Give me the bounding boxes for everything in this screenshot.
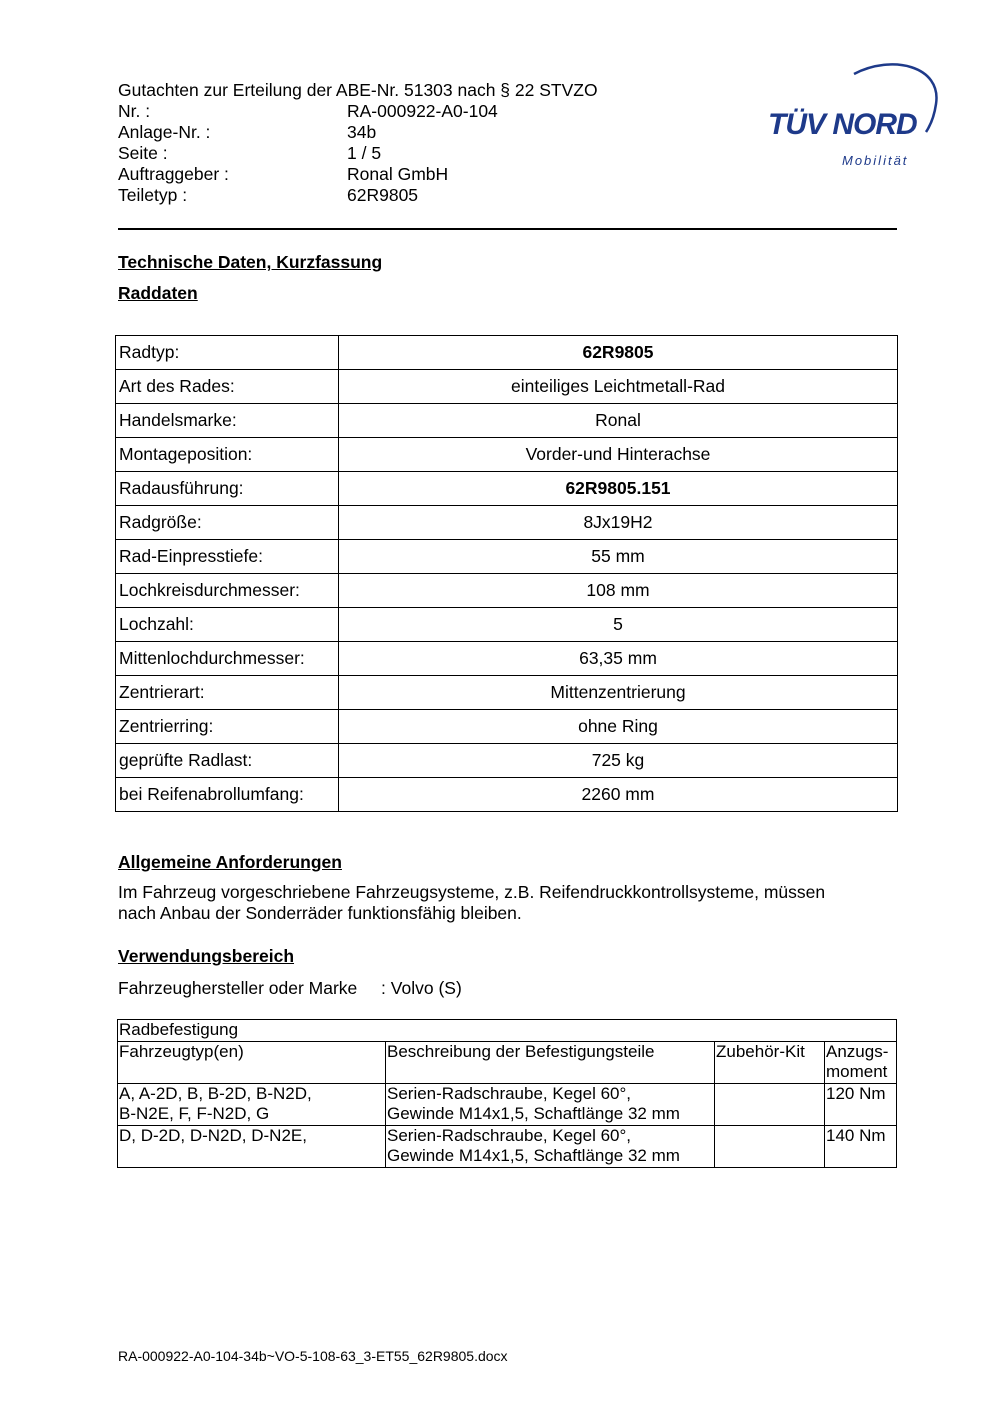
header-value: Ronal GmbH [347,164,449,184]
table-row [116,574,898,608]
row-label: Art des Rades: [116,370,339,404]
logo-text: TÜV NORD [768,108,917,141]
paragraph-line: nach Anbau der Sonderräder funktionsfähig bleiben. [118,903,522,923]
mounting-table [117,1019,897,1168]
cell-line: D, D-2D, D-N2D, D-N2E, [119,1125,307,1145]
header-label: Auftraggeber : [118,164,229,184]
table-header-row [118,1041,897,1083]
row-value: 725 kg [339,744,898,778]
document-title: Gutachten zur Erteilung der ABE-Nr. 51303 nach § 22 STVZO [118,80,598,100]
row-label: geprüfte Radlast: [116,744,339,778]
manufacturer-separator: : [381,978,386,998]
row-value: 108 mm [339,574,898,608]
description-cell [386,1083,715,1125]
row-value: Mittenzentrierung [339,676,898,710]
accessory-kit-cell [715,1083,825,1125]
header-row-seite [118,143,598,164]
header-row-anlage [118,122,598,143]
row-label: Montageposition: [116,438,339,472]
cell-line: Gewinde M14x1,5, Schaftlänge 32 mm [387,1104,680,1123]
paragraph-line: Im Fahrzeug vorgeschriebene Fahrzeugsysteme, z.B. Reifendruckkontrollsysteme, müssen [118,882,826,902]
table-row [116,744,898,778]
manufacturer-line [118,978,462,999]
table-row [116,608,898,642]
row-value: Ronal [339,404,898,438]
table-row [116,472,898,506]
header-row-nr [118,101,598,122]
header-accessory-kit: Zubehör-Kit [715,1041,825,1083]
header-label: Seite : [118,143,168,163]
header-row-teiletyp [118,185,598,206]
header-label: Nr. : [118,101,151,121]
row-label: Radtyp: [116,336,339,370]
row-value: 62R9805.151 [339,472,898,506]
header-value: 1 / 5 [347,143,382,163]
table-row [116,676,898,710]
manufacturer-label: Fahrzeughersteller oder Marke [118,978,358,998]
cell-line: A, A-2D, B, B-2D, B-N2D, [119,1083,312,1103]
row-value: 5 [339,608,898,642]
row-value: 63,35 mm [339,642,898,676]
row-value: 8Jx19H2 [339,506,898,540]
document-header [118,80,598,206]
torque-cell: 140 Nm [825,1125,897,1167]
vehicle-types-cell [118,1083,386,1125]
header-torque-line: Anzugs- [826,1041,889,1061]
row-label: Rad-Einpresstiefe: [116,540,339,574]
table-row [118,1125,897,1167]
requirements-paragraph [118,882,898,924]
header-value: RA-000922-A0-104 [347,101,498,121]
wheel-data-table [115,335,898,812]
accessory-kit-cell [715,1125,825,1167]
table-row [116,438,898,472]
header-torque-line: moment [826,1062,888,1081]
row-value: 62R9805 [339,336,898,370]
cell-line: Serien-Radschraube, Kegel 60°, [387,1125,632,1145]
row-label: Mittenlochdurchmesser: [116,642,339,676]
header-row-auftraggeber [118,164,598,185]
table-row [118,1083,897,1125]
header-description: Beschreibung der Befestigungsteile [386,1041,715,1083]
table-caption-row [118,1020,897,1042]
row-value: ohne Ring [339,710,898,744]
section-title-technische-daten: Technische Daten, Kurzfassung [118,252,383,272]
row-value: Vorder-und Hinterachse [339,438,898,472]
header-divider [118,228,897,230]
torque-cell: 120 Nm [825,1083,897,1125]
table-row [116,336,898,370]
row-label: Lochkreisdurchmesser: [116,574,339,608]
header-torque [825,1041,897,1083]
table-row [116,506,898,540]
row-label: Lochzahl: [116,608,339,642]
table-row [116,370,898,404]
table-caption: Radbefestigung [118,1020,897,1042]
section-title-raddaten: Raddaten [118,283,198,303]
table-row [116,404,898,438]
header-value: 62R9805 [347,185,419,205]
table-row [116,778,898,812]
header-label: Teiletyp : [118,185,188,205]
header-vehicle-types: Fahrzeugtyp(en) [118,1041,386,1083]
section-title-allgemeine: Allgemeine Anforderungen [118,852,342,872]
row-value: einteiliges Leichtmetall-Rad [339,370,898,404]
tuv-nord-logo [762,56,942,174]
table-row [116,710,898,744]
description-cell [386,1125,715,1167]
cell-line: B-N2E, F, F-N2D, G [119,1104,270,1123]
footer-filename: RA-000922-A0-104-34b~VO-5-108-63_3-ET55_62R9805.docx [118,1348,508,1364]
table-row [116,540,898,574]
row-value: 2260 mm [339,778,898,812]
header-value: 34b [347,122,377,142]
row-label: bei Reifenabrollumfang: [116,778,339,812]
row-label: Zentrierart: [116,676,339,710]
row-label: Zentrierring: [116,710,339,744]
row-label: Handelsmarke: [116,404,339,438]
manufacturer-value: Volvo (S) [390,978,462,998]
header-label: Anlage-Nr. : [118,122,211,142]
section-title-verwendung: Verwendungsbereich [118,946,295,966]
row-label: Radausführung: [116,472,339,506]
logo-subtitle: Mobilität [842,153,909,168]
cell-line: Gewinde M14x1,5, Schaftlänge 32 mm [387,1146,680,1165]
table-row [116,642,898,676]
row-label: Radgröße: [116,506,339,540]
vehicle-types-cell [118,1125,386,1167]
row-value: 55 mm [339,540,898,574]
cell-line: Serien-Radschraube, Kegel 60°, [387,1083,632,1103]
